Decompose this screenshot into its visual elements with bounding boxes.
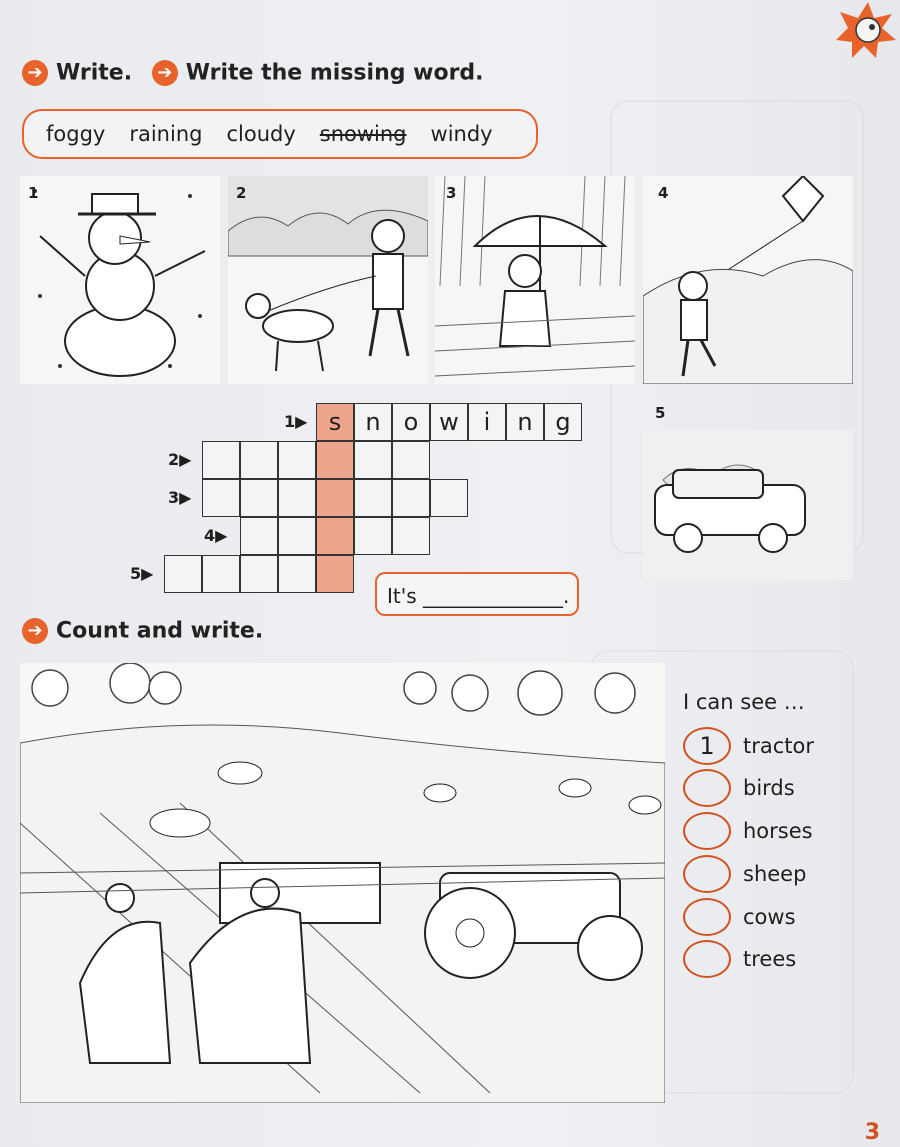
crossword-cell[interactable] [354,479,392,517]
crossword-cell[interactable] [202,479,240,517]
picture-car-cloudy [643,430,853,580]
exercise-2-heading: ➔ Count and write. [22,618,263,644]
crossword-cell[interactable] [392,441,430,479]
clue-number-2: 2▶ [168,450,192,469]
crossword-cell[interactable] [278,555,316,593]
count-item-label: trees [743,947,797,971]
count-row-birds [683,768,795,808]
word-raining: raining [129,122,203,146]
clue-number-1: 1▶ [284,412,308,431]
page-number: 3 [864,1120,880,1145]
picture-snowman [20,176,220,384]
word-windy: windy [430,122,493,146]
crossword-cell[interactable] [354,441,392,479]
crossword-cell[interactable] [392,517,430,555]
crossword-cell[interactable] [392,479,430,517]
count-item-label: cows [743,905,796,929]
crossword-cell[interactable] [240,441,278,479]
count-row-tractor [683,726,814,766]
crossword-cell: n [506,403,544,441]
count-item-label: birds [743,776,795,800]
picture-number-2: 2 [236,184,247,202]
arrow-icon: ➔ [152,60,178,86]
answer-sentence-box[interactable] [375,572,579,616]
crossword-cell[interactable] [278,441,316,479]
crossword-cell: g [544,403,582,441]
crossword-cell[interactable] [430,479,468,517]
crossword-cell[interactable] [278,479,316,517]
clue-number-3: 3▶ [168,488,192,507]
crossword-cell[interactable] [354,517,392,555]
word-snowing-crossed: snowing [319,122,407,146]
picture-number-1: 1 [28,184,39,202]
count-answer-oval[interactable] [683,898,731,936]
count-answer-oval[interactable] [683,855,731,893]
its-prefix: It's [387,584,417,608]
count-item-label: tractor [743,734,814,758]
clue-number-5: 5▶ [130,564,154,583]
picture-boy-with-kite-wind [643,176,853,384]
crossword-cell[interactable] [316,555,354,593]
picture-number-5: 5 [655,404,666,422]
its-blank[interactable]: ______________. [423,584,570,608]
count-item-label: sheep [743,862,807,886]
crossword-cell: s [316,403,354,441]
crossword-cell[interactable] [164,555,202,593]
arrow-icon: ➔ [22,618,48,644]
crossword-cell[interactable] [240,517,278,555]
count-answer-oval[interactable] [683,940,731,978]
i-can-see-label: I can see … [683,690,805,714]
picture-boy-with-dog-fog [228,176,428,384]
count-item-label: horses [743,819,813,843]
picture-number-4: 4 [658,184,669,202]
word-bank [22,109,538,159]
arrow-icon: ➔ [22,60,48,86]
crossword-cell[interactable] [278,517,316,555]
crossword-cell: i [468,403,506,441]
star-badge-icon [830,0,900,60]
crossword-cell: w [430,403,468,441]
crossword-cell[interactable] [316,441,354,479]
count-row-cows [683,897,796,937]
exercise-1-heading: ➔ Write. ➔ Write the missing word. [22,60,484,86]
crossword-cell[interactable] [316,479,354,517]
crossword-cell[interactable] [202,441,240,479]
crossword-cell[interactable] [202,555,240,593]
picture-number-3: 3 [446,184,457,202]
word-cloudy: cloudy [226,122,296,146]
count-answer-oval[interactable] [683,812,731,850]
word-foggy: foggy [46,122,106,146]
crossword-cell: n [354,403,392,441]
count-row-trees [683,939,796,979]
picture-girl-umbrella-rain [435,176,635,384]
count-row-horses [683,811,813,851]
clue-number-4: 4▶ [204,526,228,545]
crossword-cell[interactable] [240,555,278,593]
count-answer-oval[interactable]: 1 [683,727,731,765]
crossword-cell[interactable] [240,479,278,517]
crossword-cell: o [392,403,430,441]
count-row-sheep [683,854,806,894]
count-answer-oval[interactable] [683,769,731,807]
picture-farm-scene [20,663,665,1103]
crossword-cell[interactable] [316,517,354,555]
